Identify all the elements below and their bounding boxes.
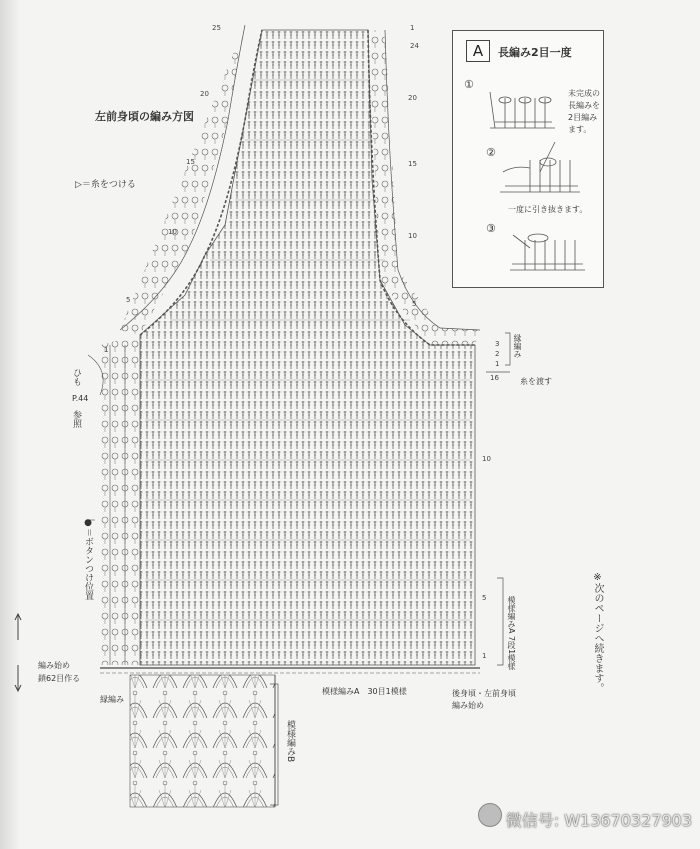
row-number: 1	[410, 24, 415, 32]
row-number: 10	[482, 455, 491, 463]
edging-label: 縁編み	[100, 695, 124, 704]
watermark-text: 微信号: W13670327903	[505, 811, 692, 830]
legend-step-3: ③	[486, 222, 496, 235]
start-chain-label: 編み始め	[38, 661, 70, 670]
dc2tog-symbol: A	[466, 40, 490, 62]
row-number: 5	[482, 594, 487, 602]
start-chain-count: 鎖62目作る	[38, 674, 81, 683]
row-number: 20	[408, 94, 417, 102]
diagram-title: 左前身頃の編み方図	[95, 110, 194, 123]
row-number: 15	[408, 160, 417, 168]
back-front-start-label-2: 編み始め	[452, 701, 484, 710]
row-number: 1	[482, 652, 487, 660]
row-number: 5	[412, 300, 417, 308]
pattern-b-panel	[130, 675, 275, 807]
edging-right-label: 縁編み	[513, 334, 522, 358]
pattern-a-side-label: 模様編みA 7段1模様	[507, 596, 516, 671]
row-number: 5	[126, 296, 131, 304]
legend-step-2: ②	[486, 146, 496, 159]
back-front-start-label: 後身頃・左前身頃	[452, 689, 516, 698]
row-number: 16	[490, 374, 499, 382]
legend-step1-text: 長編みを	[568, 101, 600, 110]
pattern-b-label: 模様編みB	[285, 720, 295, 763]
row-mark: 2	[495, 350, 500, 358]
wechat-icon	[478, 803, 502, 827]
row-number: 24	[410, 42, 419, 50]
row-number: 15	[186, 158, 195, 166]
string-ref-page: P.44	[72, 394, 89, 403]
legend-step1-text: 2目編み	[568, 113, 598, 122]
pass-yarn-label: 糸を渡す	[520, 377, 552, 386]
body-panel	[140, 30, 475, 665]
yarn-attach-note: ▷＝糸をつける	[75, 180, 136, 190]
row-number: 10	[408, 232, 417, 240]
legend-title: 長編み2目一度	[498, 46, 572, 59]
legend-step-1: ①	[464, 78, 474, 91]
continue-note: ※次のページへ続きます。	[592, 572, 603, 693]
row-number: 25	[212, 24, 221, 32]
stitch-legend	[452, 30, 604, 288]
legend-step1-text: ます。	[568, 125, 592, 134]
row-number: 10	[168, 228, 177, 236]
pattern-a-repeat-label: 模様編みA 30目1模様	[322, 687, 407, 696]
button-position-note: ●＝ボタンつけ位置	[83, 518, 93, 601]
string-ref-label: ひも	[71, 368, 81, 386]
string-ref-see: 参照	[71, 410, 81, 428]
legend-step1-text: 未完成の	[568, 89, 600, 98]
row-number: 1	[104, 346, 109, 354]
row-mark: 1	[495, 360, 500, 368]
legend-step2-text: 一度に引き抜きます。	[508, 205, 588, 214]
row-number: 20	[200, 90, 209, 98]
row-mark: 3	[495, 340, 500, 348]
